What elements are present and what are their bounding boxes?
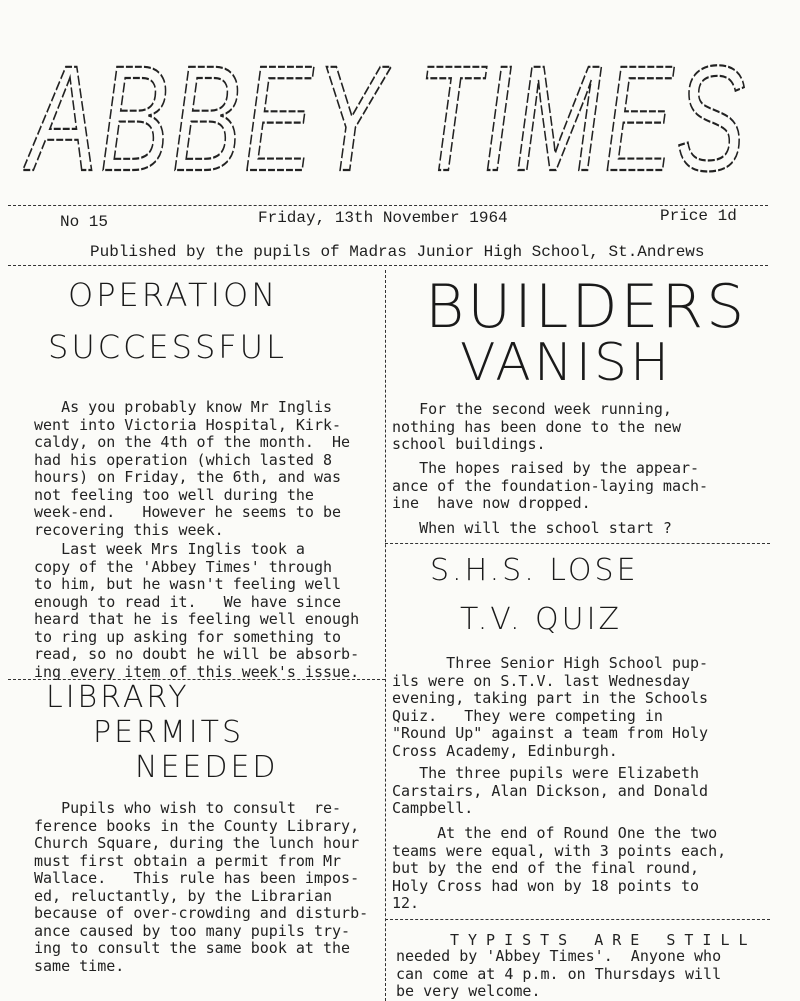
operation-paragraph-2: Last week Mrs Inglis took a copy of the 'Abbey Times' through to him, but he wasn't feeling well enough to read it. We have since heard that he is feeling well enough to ring up asking for something to read, so no doubt he will be absorb- ing every item of this week's issue. bbox=[34, 540, 360, 681]
builders-headline-line-2: VANISH bbox=[460, 333, 673, 393]
library-headline-line-2: PERMITS bbox=[93, 715, 244, 750]
issue-price: Price 1d bbox=[660, 207, 737, 225]
operation-headline-line-1: OPERATION bbox=[68, 276, 279, 314]
typists-text: needed by 'Abbey Times'. Anyone who can come at 4 p.m. on Thursdays will be very welcome. bbox=[396, 947, 722, 1000]
masthead-logo bbox=[0, 0, 800, 200]
builders-paragraph-2: The hopes raised by the appear- ance of the foundation-laying mach- ine have now dropped. bbox=[392, 459, 709, 512]
issue-number: No 15 bbox=[60, 213, 109, 231]
quiz-paragraph-3: At the end of Round One the two teams were equal, with 3 points each, but by the end of the final round, Holy Cross had won by 18 points to 12. bbox=[392, 824, 727, 912]
library-headline-line-3: NEEDED bbox=[135, 750, 279, 785]
builders-paragraph-3: When will the school start ? bbox=[392, 519, 672, 537]
operation-headline-line-2: SUCCESSFUL bbox=[48, 328, 287, 366]
quiz-paragraph-2: The three pupils were Elizabeth Carstairs, Alan Dickson, and Donald Campbell. bbox=[392, 764, 709, 817]
column-divider bbox=[385, 270, 386, 1001]
typists-label: TYPISTS ARE STILL bbox=[450, 931, 757, 949]
library-paragraph-1: Pupils who wish to consult re- ference books in the County Library, Church Square, during the lunch hour must first obtain a permit from Mr Wallace. This rule has been impos- ed, reluctantly, by the Librarian because of over-crowding and disturb- ance caused by too many pupils try- ing to consult the same book at the same time. bbox=[34, 799, 369, 975]
top-rule bbox=[8, 205, 768, 206]
quiz-headline-line-1: S.H.S. LOSE bbox=[430, 553, 639, 588]
issue-date: Friday, 13th November 1964 bbox=[258, 209, 508, 227]
builders-headline-line-1: BUILDERS bbox=[425, 272, 748, 342]
quiz-paragraph-1: Three Senior High School pup- ils were on S.T.V. last Wednesday evening, taking part in the Schools Quiz. They were competing in "Round Up" against a team from Holy Cross Academy, Edinburgh. bbox=[392, 654, 709, 760]
right-section-rule-1 bbox=[385, 543, 770, 544]
header-bottom-rule bbox=[8, 265, 768, 266]
quiz-headline-line-2: T.V. QUIZ bbox=[460, 602, 622, 637]
builders-paragraph-1: For the second week running, nothing has been done to the new school buildings. bbox=[392, 400, 681, 453]
publisher-line: Published by the pupils of Madras Junior High School, St.Andrews bbox=[90, 243, 705, 261]
operation-paragraph-1: As you probably know Mr Inglis went into Victoria Hospital, Kirk- caldy, on the 4th of the month. He had his operation (which lasted 8 hours) on Friday, the 6th, and was not feeling too well during the week-end. However he seems to be recovering this week. bbox=[34, 398, 351, 539]
library-headline-line-1: LIBRARY bbox=[46, 680, 190, 715]
masthead bbox=[0, 0, 800, 200]
masthead-title: ABBEY TIMES bbox=[22, 34, 748, 200]
right-section-rule-2 bbox=[385, 919, 770, 920]
